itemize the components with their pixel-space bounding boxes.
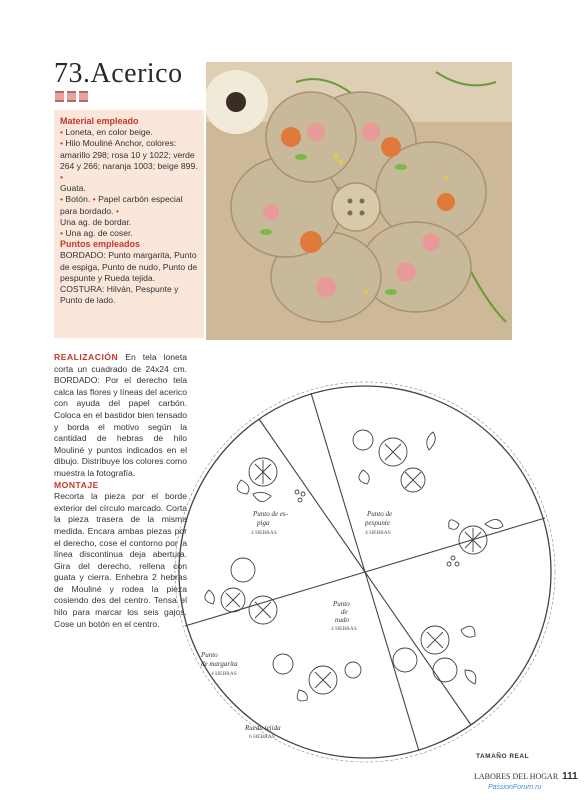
segment-lines <box>185 393 545 751</box>
material-item: Guata. <box>60 183 86 194</box>
label-nudo: Punto <box>333 600 350 608</box>
label-rueda: Rueda tejida <box>245 724 281 732</box>
label-nudo: nudo <box>335 616 349 624</box>
flower-motif <box>237 458 305 502</box>
realizacion-heading: REALIZACIÓN <box>54 352 119 362</box>
spool-icon <box>79 91 88 102</box>
magazine-name: LABORES DEL HOGAR <box>474 772 559 781</box>
pincushion-photo <box>206 62 512 340</box>
materials-box <box>54 110 204 338</box>
spool-icon <box>67 91 76 102</box>
material-item: • Botón. • Papel carbón especial para bordado. • <box>60 194 183 216</box>
spool-icon <box>55 91 64 102</box>
instructions <box>54 352 187 630</box>
label-margarita: Punto <box>201 651 218 659</box>
embroidery-pattern <box>173 380 557 764</box>
label-hebras: 4 HEBRAS <box>211 671 237 677</box>
page-footer <box>474 771 578 782</box>
stitches-text: BORDADO: Punto margarita, Punto de espiga, Punto de nudo, Punto de pespunte y Rueda tejida. COSTURA: Hilván, Pespunte y Punto de lado. <box>60 250 198 306</box>
label-pespunte: pespunte <box>365 519 390 527</box>
label-espiga: piga <box>257 519 270 527</box>
label-nudo: de <box>341 608 348 616</box>
flower-motifs <box>205 430 503 701</box>
montaje-heading: MONTAJE <box>54 479 99 490</box>
label-hebras: 4 HEBRAS <box>331 626 357 632</box>
page-title: 73.Acerico <box>54 58 183 89</box>
material-item: • Una ag. de coser. <box>60 228 133 239</box>
stitch-labels <box>200 510 392 740</box>
material-item: • Hilo Mouliné Anchor, colores: amarillo 298; rosa 10 y 1022; verde 264 y 266; naranja 1003; beige 899. • <box>60 138 198 183</box>
label-hebras: 6 HEBRAS <box>249 734 275 740</box>
flower-motif <box>447 519 503 566</box>
flower-motif <box>205 558 277 624</box>
difficulty-spools <box>55 91 88 102</box>
label-pespunte: Punto de <box>367 510 393 518</box>
label-hebras: 4 HEBRAS <box>365 530 391 536</box>
materials-heading: Material empleado <box>60 116 139 126</box>
label-espiga: Punto de es- <box>253 510 288 518</box>
flower-motif <box>393 626 476 684</box>
page-number: 111 <box>562 771 578 782</box>
flower-motif <box>353 430 435 492</box>
flower-motif <box>273 654 361 701</box>
material-item: • Loneta, en color beige. <box>60 127 153 138</box>
label-hebras: 4 HEBRAS <box>251 530 277 536</box>
stitches-heading: Puntos empleados <box>60 239 141 250</box>
watermark: PassionForum.ru <box>488 784 542 791</box>
montaje-text: Recorta la pieza por el borde exterior del círculo marcado. Corta la pieza trasera de la misma medida. Encara ambas piezas por el derecho, cose el contorno por la línea discontinua deja abertura. Gira del derecho, rellena con guata y cierra. Enhebra 2 hebras de Mouliné y rodea la pieza cosiendo des del centro. Tensa el hilo para marcar los seis gajos. Cose un botón en el centro. <box>54 491 187 629</box>
label-margarita: de margarita <box>201 660 238 668</box>
realizacion-text: En tela loneta corta un cuadrado de 24x24 cm. BORDADO: Por el derecho tela calca las flores y líneas del acerico con ayuda del papel carbón. Coloca en el bastidor bien tensado y borda el motivo según la cantidad de hebras de hilo Mouliné y puntos indicados en el dibujo. Distribuye los colores como muestra la fotografía. <box>54 352 187 478</box>
material-item: Una ag. de bordar. <box>60 216 132 227</box>
real-size-note: TAMAÑO REAL <box>476 753 530 760</box>
